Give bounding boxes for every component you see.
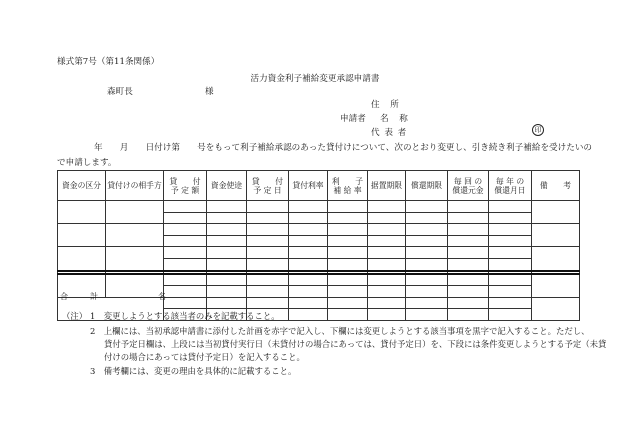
- header-principal-per-payment: 毎 回 の 償還元金: [448, 171, 489, 201]
- addressee-name: 森町長: [107, 87, 133, 97]
- table-cell[interactable]: [448, 309, 489, 321]
- table-cell[interactable]: [406, 274, 448, 286]
- table-cell[interactable]: [532, 247, 580, 271]
- table-cell[interactable]: [289, 286, 328, 298]
- table-cell[interactable]: [247, 235, 289, 247]
- table-cell[interactable]: [448, 247, 489, 259]
- table-cell[interactable]: [247, 212, 289, 224]
- table-cell[interactable]: [406, 309, 448, 321]
- table-cell[interactable]: [58, 247, 106, 271]
- table-cell[interactable]: [532, 297, 580, 320]
- table-cell[interactable]: [368, 297, 406, 309]
- header-remarks: 備 考: [532, 171, 580, 201]
- table-cell[interactable]: [164, 258, 207, 270]
- header-annual-repayment-date: 毎 年 の 償還月日: [489, 171, 532, 201]
- table-cell[interactable]: [164, 247, 207, 259]
- table-cell[interactable]: [207, 247, 247, 259]
- total-label: 合計: [60, 292, 120, 301]
- table-cell[interactable]: [489, 247, 532, 259]
- table-cell[interactable]: [406, 247, 448, 259]
- table-cell[interactable]: [289, 224, 328, 236]
- table-cell[interactable]: [58, 224, 106, 247]
- note-2-line2: 貸付予定日欄は、上段には当初貸付実行日（未貸付けの場合にあっては、貸付予定日）を、下段には条件変更しようとする予定（未貸: [104, 339, 607, 349]
- table-cell[interactable]: [328, 258, 368, 270]
- header-fund-use: 資金使途: [207, 171, 247, 201]
- table-cell[interactable]: [406, 212, 448, 224]
- table-cell[interactable]: [247, 297, 289, 309]
- table-cell[interactable]: [207, 201, 247, 213]
- table-cell[interactable]: [368, 258, 406, 270]
- table-cell[interactable]: [207, 258, 247, 270]
- notes-label: （注）: [62, 311, 88, 321]
- table-cell[interactable]: [328, 212, 368, 224]
- table-cell[interactable]: [207, 212, 247, 224]
- table-cell[interactable]: [448, 212, 489, 224]
- table-cell[interactable]: [448, 274, 489, 286]
- table-cell[interactable]: [289, 258, 328, 270]
- table-cell[interactable]: [106, 224, 164, 247]
- table-cell[interactable]: [289, 212, 328, 224]
- table-cell[interactable]: [207, 286, 247, 298]
- table-header-row: [58, 171, 580, 201]
- table-cell[interactable]: [289, 297, 328, 309]
- table-row: [58, 247, 580, 259]
- table-cell[interactable]: [247, 274, 289, 286]
- table-cell[interactable]: [448, 235, 489, 247]
- table-cell[interactable]: [207, 224, 247, 236]
- note-1: 1 変更しようとする該当者のみを記載すること。: [90, 311, 280, 321]
- table-cell[interactable]: [289, 274, 328, 286]
- table-cell[interactable]: [368, 309, 406, 321]
- table-cell[interactable]: [106, 201, 164, 224]
- table-cell[interactable]: [164, 224, 207, 236]
- table-cell[interactable]: [489, 212, 532, 224]
- address-label: 住 所: [371, 100, 400, 110]
- table-cell[interactable]: [368, 274, 406, 286]
- table-cell[interactable]: [207, 274, 247, 286]
- table-cell[interactable]: [448, 201, 489, 213]
- table-cell[interactable]: [328, 224, 368, 236]
- table-cell[interactable]: [489, 235, 532, 247]
- table-cell[interactable]: [368, 224, 406, 236]
- total-name-unit: 名: [158, 292, 166, 301]
- header-repayment-deadline: 償還期限: [406, 171, 448, 201]
- table-row: [58, 201, 580, 213]
- table-cell[interactable]: [448, 224, 489, 236]
- header-loan-amount: 貸 付 予 定 額: [164, 171, 207, 201]
- note-2-line1: 2 上欄には、当初承認申請書に添付した計画を赤字で記入し、下欄には変更しようとする該当事項を黒字で記入すること。ただし、: [90, 326, 590, 336]
- table-cell[interactable]: [532, 274, 580, 298]
- table-cell[interactable]: [328, 286, 368, 298]
- table-cell[interactable]: [489, 309, 532, 321]
- table-cell[interactable]: [164, 235, 207, 247]
- body-text-line1: 年 月 日付け第 号をもって利子補給承認のあった貸付けについて、次のとおり変更し、引き続き利子補給を受けたいの: [94, 143, 593, 153]
- table-cell[interactable]: [489, 286, 532, 298]
- table-cell[interactable]: [368, 247, 406, 259]
- body-text-line2: で申請します。: [57, 158, 117, 168]
- table-cell[interactable]: [328, 297, 368, 309]
- table-cell[interactable]: [532, 201, 580, 224]
- table-cell[interactable]: [106, 247, 164, 271]
- table-cell[interactable]: [164, 286, 207, 298]
- seal-mark: 印: [532, 124, 544, 136]
- table-cell[interactable]: [289, 201, 328, 213]
- table-cell[interactable]: [289, 309, 328, 321]
- table-cell[interactable]: [448, 258, 489, 270]
- table-cell[interactable]: [489, 224, 532, 236]
- table-cell[interactable]: [328, 309, 368, 321]
- document-title: 活力資金利子補給変更承認申請書: [250, 74, 380, 84]
- table-cell[interactable]: [406, 258, 448, 270]
- header-subsidy-rate: 利 子 補 給 率: [328, 171, 368, 201]
- table-cell[interactable]: [328, 247, 368, 259]
- representative-label: 代 表 者: [371, 128, 408, 138]
- table-cell[interactable]: [406, 235, 448, 247]
- table-cell[interactable]: [247, 286, 289, 298]
- applicant-name-label: 名 称: [380, 114, 409, 124]
- table-cell[interactable]: [406, 286, 448, 298]
- table-cell[interactable]: [328, 201, 368, 213]
- form-number: 様式第7号（第11条関係）: [57, 57, 160, 67]
- addressee-honorific: 様: [205, 87, 214, 97]
- table-cell[interactable]: [489, 274, 532, 286]
- table-cell[interactable]: [368, 286, 406, 298]
- table-cell[interactable]: [247, 201, 289, 213]
- table-row: [58, 224, 580, 236]
- table-cell[interactable]: [207, 235, 247, 247]
- table-total-row: [58, 297, 580, 309]
- table-cell[interactable]: [489, 258, 532, 270]
- note-3: 3 備考欄には、変更の理由を具体的に記載すること。: [90, 366, 297, 376]
- table-cell[interactable]: [532, 224, 580, 247]
- table-cell[interactable]: [247, 224, 289, 236]
- table-cell[interactable]: [448, 297, 489, 309]
- table-cell[interactable]: [164, 212, 207, 224]
- change-application-table: [57, 170, 580, 321]
- table-cell[interactable]: [247, 258, 289, 270]
- table-cell[interactable]: [368, 201, 406, 213]
- table-cell[interactable]: [328, 274, 368, 286]
- applicant-role-label: 申請者: [340, 114, 366, 124]
- table-cell[interactable]: [164, 274, 207, 286]
- table-cell[interactable]: [164, 297, 207, 309]
- table-cell[interactable]: [368, 212, 406, 224]
- header-borrower: 貸付けの相手方: [106, 171, 164, 201]
- header-grace-period: 据置期限: [368, 171, 406, 201]
- table-cell[interactable]: [406, 201, 448, 213]
- table-cell[interactable]: [289, 247, 328, 259]
- table-cell[interactable]: [58, 201, 106, 224]
- header-loan-date: 貸 付 予 定 日: [247, 171, 289, 201]
- table-cell[interactable]: [448, 286, 489, 298]
- table-cell[interactable]: [247, 247, 289, 259]
- table-cell[interactable]: [406, 224, 448, 236]
- table-cell[interactable]: [406, 297, 448, 309]
- table-row: [58, 274, 580, 286]
- table-cell[interactable]: [489, 297, 532, 309]
- note-2-line3: 付けの場合にあっては貸付予定日）を記入すること。: [104, 352, 305, 362]
- table-cell[interactable]: [289, 235, 328, 247]
- table-cell[interactable]: [368, 235, 406, 247]
- header-fund-category: 資金の区分: [58, 171, 106, 201]
- table-cell[interactable]: [164, 201, 207, 213]
- table-cell[interactable]: [489, 201, 532, 213]
- header-loan-rate: 貸付利率: [289, 171, 328, 201]
- table-cell[interactable]: [328, 235, 368, 247]
- table-cell[interactable]: [207, 297, 247, 309]
